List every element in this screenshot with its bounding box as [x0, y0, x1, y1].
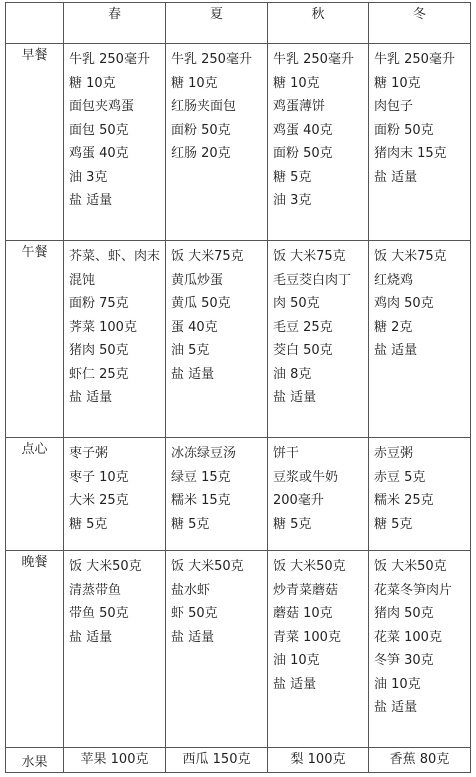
menu-item-line: 牛乳 250毫升 [273, 52, 354, 67]
menu-item-line: 糖 10克 [171, 75, 218, 91]
dinner-cell-spring [64, 551, 166, 748]
menu-item-line: 糖 5克 [171, 516, 210, 532]
menu-item-line: 饼干 [273, 446, 300, 461]
menu-item-line: 鸡蛋 40克 [273, 122, 333, 138]
menu-item-line: 虾仁 25克 [69, 366, 129, 382]
menu-item-line: 盐 适量 [273, 676, 317, 692]
menu-item-line: 猪肉 50克 [69, 343, 129, 358]
menu-item-line: 带鱼 50克 [69, 606, 129, 621]
menu-item-line: 糖 5克 [374, 516, 413, 532]
menu-item-list [166, 44, 267, 168]
menu-item-line: 蘑菇 10克 [273, 606, 333, 621]
menu-item-line: 肉包子 [374, 99, 414, 114]
menu-item-line: 糖 10克 [374, 75, 421, 91]
menu-item-line: 糖 10克 [273, 75, 320, 91]
menu-item-line: 毛豆茭白肉丁 [273, 272, 352, 288]
menu-item-line: 荠菜 100克 [69, 319, 137, 335]
meal-row-snack [6, 438, 471, 551]
lunch-cell-autumn [268, 241, 369, 438]
menu-item-line: 盐 适量 [69, 390, 113, 405]
fruit-item: 西瓜 150克 [182, 752, 251, 767]
breakfast-cell-spring [64, 44, 166, 241]
menu-item-list [166, 241, 267, 388]
season-header-autumn: 秋 [268, 3, 369, 44]
menu-item-line: 花菜 100克 [374, 629, 442, 645]
dinner-cell-summer [166, 551, 268, 748]
menu-item-list [268, 438, 368, 538]
menu-item-line: 糖 5克 [273, 516, 312, 532]
menu-table-container [5, 2, 470, 774]
menu-item-line: 牛乳 250毫升 [374, 52, 455, 67]
menu-item-line: 糖 2克 [374, 319, 413, 335]
menu-item-list [369, 438, 470, 538]
menu-item-line: 芥菜、虾、肉末混饨 [69, 249, 161, 288]
fruit-item: 苹果 100克 [80, 752, 149, 767]
menu-item-list [64, 241, 165, 412]
fruit-cell-spring [64, 748, 166, 773]
menu-item-line: 饭 大米75克 [374, 249, 447, 264]
season-header-summer: 夏 [166, 3, 268, 44]
menu-item-line: 鸡蛋薄饼 [273, 99, 326, 114]
menu-item-line: 面包夹鸡蛋 [69, 99, 135, 114]
dinner-cell-winter [369, 551, 471, 748]
fruit-cell-winter [369, 748, 471, 773]
menu-item-line: 黄瓜炒蛋 [171, 272, 224, 288]
menu-item-list [369, 44, 470, 191]
meal-label-dinner: 晚餐 [6, 551, 64, 748]
season-header-winter: 冬 [369, 3, 471, 44]
menu-item-line: 牛乳 250毫升 [69, 52, 150, 67]
menu-item-line: 饭 大米50克 [69, 559, 142, 574]
menu-item-line: 油 3克 [273, 193, 312, 208]
menu-item-line: 红烧鸡 [374, 272, 414, 288]
menu-item-list [64, 551, 165, 651]
menu-item-line: 枣子粥 [69, 446, 109, 461]
menu-item-line: 面粉 50克 [374, 122, 434, 138]
menu-item-line: 猪肉末 15克 [374, 146, 447, 161]
menu-item-line: 冬笋 30克 [374, 653, 434, 668]
menu-item-line: 红肠夹面包 [171, 99, 237, 114]
menu-item-line: 红肠 20克 [171, 146, 231, 161]
menu-item-line: 盐 适量 [374, 169, 418, 185]
dinner-cell-autumn [268, 551, 369, 748]
meal-row-breakfast [6, 44, 471, 241]
menu-item-line: 肉 50克 [273, 296, 320, 311]
snack-cell-spring [64, 438, 166, 551]
menu-item-line: 糖 10克 [69, 75, 116, 91]
seasonal-menu-table [5, 2, 471, 773]
header-corner [6, 3, 64, 44]
menu-item-line: 大米 25克 [69, 493, 129, 508]
lunch-cell-spring [64, 241, 166, 438]
header-row [6, 3, 471, 44]
menu-item-line: 油 10克 [273, 653, 320, 668]
snack-cell-autumn [268, 438, 369, 551]
menu-item-line: 花菜冬笋肉片 [374, 582, 453, 598]
menu-item-line: 饭 大米75克 [273, 249, 346, 264]
menu-item-line: 赤豆 5克 [374, 469, 426, 485]
menu-item-line: 茭白 50克 [273, 343, 333, 358]
menu-item-line: 黄瓜 50克 [171, 296, 231, 311]
menu-item-list [64, 44, 165, 215]
menu-item-line: 盐水虾 [171, 582, 211, 598]
menu-item-line: 盐 适量 [374, 343, 418, 358]
menu-item-list [166, 551, 267, 651]
menu-item-line: 盐 适量 [374, 700, 418, 715]
breakfast-cell-summer [166, 44, 268, 241]
menu-item-list [64, 438, 165, 538]
fruit-item: 梨 100克 [290, 752, 346, 767]
snack-cell-summer [166, 438, 268, 551]
menu-item-list [268, 241, 368, 412]
menu-item-line: 油 3克 [69, 169, 108, 185]
menu-item-line: 面包 50克 [69, 122, 129, 138]
menu-item-list [369, 551, 470, 722]
menu-item-line: 绿豆 15克 [171, 469, 231, 485]
menu-item-list [268, 551, 368, 698]
menu-item-line: 200毫升 [273, 493, 324, 508]
menu-item-line: 油 8克 [273, 366, 312, 382]
menu-item-line: 饭 大米50克 [374, 559, 447, 574]
menu-item-line: 糖 5克 [273, 169, 312, 185]
fruit-item: 香蕉 80克 [389, 752, 450, 767]
menu-item-line: 盐 适量 [273, 390, 317, 405]
season-header-spring: 春 [64, 3, 166, 44]
menu-item-line: 糯米 25克 [374, 493, 434, 508]
meal-label-lunch: 午餐 [6, 241, 64, 438]
menu-item-line: 糖 5克 [69, 516, 108, 532]
menu-item-line: 清蒸带鱼 [69, 582, 122, 598]
menu-item-line: 冰冻绿豆汤 [171, 446, 237, 461]
fruit-cell-autumn [268, 748, 369, 773]
menu-item-line: 油 10克 [374, 676, 421, 692]
menu-item-line: 牛乳 250毫升 [171, 52, 252, 67]
breakfast-cell-autumn [268, 44, 369, 241]
menu-item-list [369, 241, 470, 365]
meal-label-breakfast: 早餐 [6, 44, 64, 241]
menu-item-line: 鸡蛋 40克 [69, 146, 129, 161]
breakfast-cell-winter [369, 44, 471, 241]
menu-item-line: 饭 大米50克 [273, 559, 346, 574]
menu-item-line: 盐 适量 [69, 193, 113, 208]
menu-item-line: 油 5克 [171, 343, 210, 358]
menu-item-line: 蛋 40克 [171, 319, 218, 335]
lunch-cell-winter [369, 241, 471, 438]
menu-item-line: 面粉 75克 [69, 296, 129, 311]
menu-item-line: 饭 大米50克 [171, 559, 244, 574]
menu-item-line: 盐 适量 [171, 366, 215, 382]
menu-item-line: 豆浆或牛奶 [273, 469, 339, 485]
menu-item-line: 毛豆 25克 [273, 319, 333, 335]
meal-label-fruit: 水果 [6, 748, 64, 773]
menu-item-line: 猪肉 50克 [374, 606, 434, 621]
menu-item-list [268, 44, 368, 215]
menu-item-line: 赤豆粥 [374, 446, 414, 461]
snack-cell-winter [369, 438, 471, 551]
menu-item-line: 糯米 15克 [171, 493, 231, 508]
menu-item-line: 盐 适量 [171, 629, 215, 645]
meal-label-snack: 点心 [6, 438, 64, 551]
lunch-cell-summer [166, 241, 268, 438]
fruit-row [6, 748, 471, 773]
menu-item-line: 饭 大米75克 [171, 249, 244, 264]
fruit-cell-summer [166, 748, 268, 773]
menu-item-line: 青菜 100克 [273, 629, 341, 645]
menu-item-line: 炒青菜蘑菇 [273, 582, 339, 598]
menu-item-line: 面粉 50克 [273, 146, 333, 161]
menu-item-line: 虾 50克 [171, 606, 218, 621]
menu-item-line: 枣子 10克 [69, 469, 129, 485]
menu-item-list [166, 438, 267, 538]
menu-item-line: 盐 适量 [69, 629, 113, 645]
meal-row-lunch [6, 241, 471, 438]
menu-item-line: 面粉 50克 [171, 122, 231, 138]
meal-row-dinner [6, 551, 471, 748]
menu-item-line: 鸡肉 50克 [374, 296, 434, 311]
